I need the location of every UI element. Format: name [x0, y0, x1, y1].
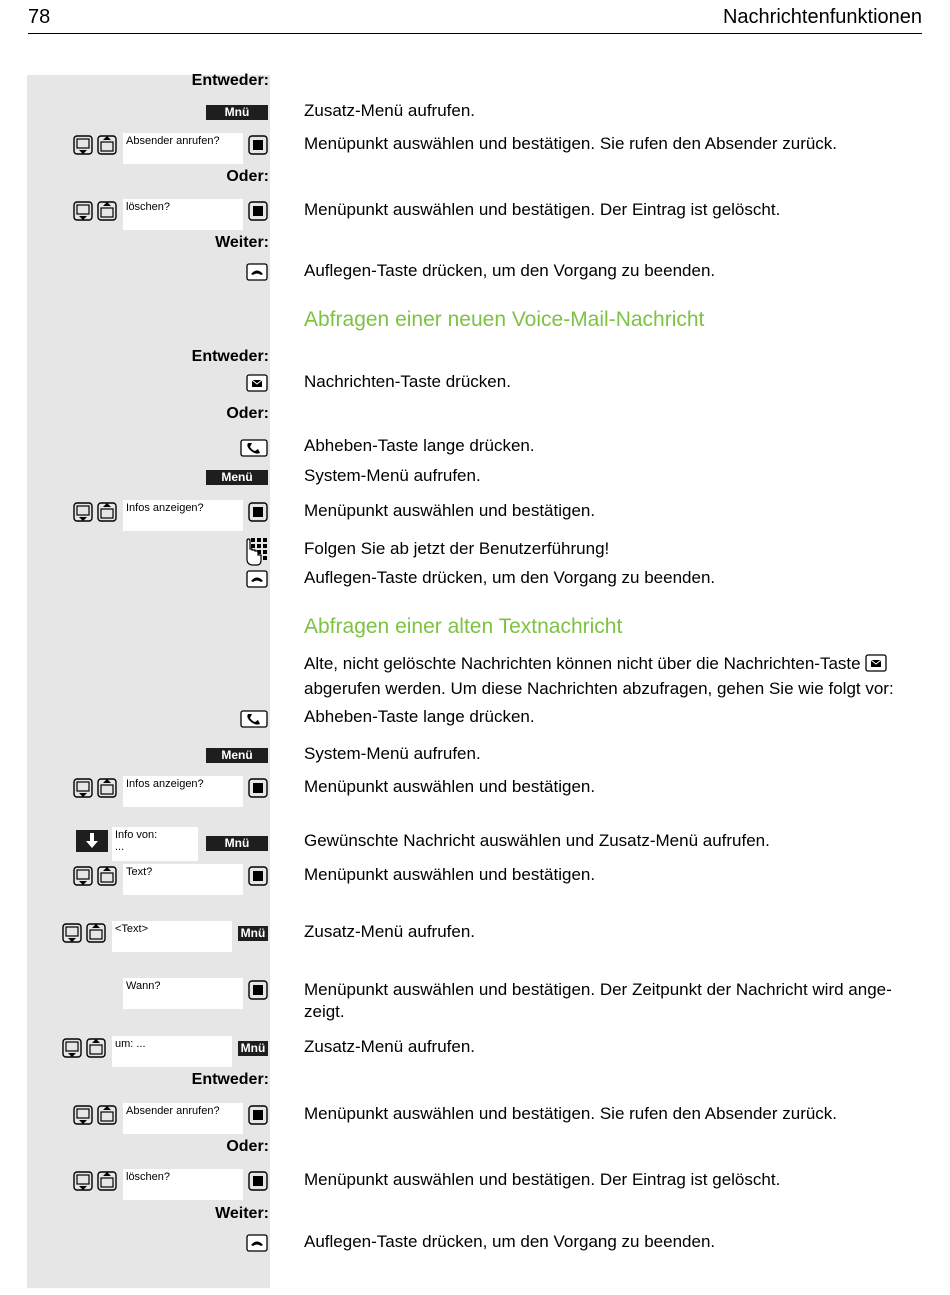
hangup-key-icon[interactable] [246, 1234, 268, 1252]
intro-paragraph [304, 653, 924, 700]
nav-up-icon[interactable] [97, 201, 117, 221]
nav-down-icon[interactable] [73, 1105, 93, 1125]
menu-softkey[interactable]: Menü [206, 748, 268, 763]
mnu-softkey[interactable]: Mnü [238, 1041, 268, 1056]
nav-up-icon[interactable] [97, 1105, 117, 1125]
step-text: Nachrichten-Taste drücken. [304, 372, 511, 391]
nav-up-icon[interactable] [86, 1038, 106, 1058]
message-key-icon[interactable] [246, 374, 268, 392]
display-field: Infos anzeigen? [123, 776, 243, 807]
mnu-softkey[interactable]: Mnü [206, 105, 268, 120]
ok-key-icon[interactable] [248, 778, 268, 798]
step-text: Menüpunkt auswählen und bestätigen. [304, 501, 596, 520]
step-text: Gewünschte Nachricht auswählen und Zusatz-Menü aufrufen. [304, 831, 770, 850]
display-field: um: ... [112, 1036, 232, 1067]
mnu-softkey[interactable]: Mnü [206, 836, 268, 851]
label-entweder: Entweder: [191, 72, 269, 89]
ok-key-icon[interactable] [248, 1105, 268, 1125]
step-text: Auflegen-Taste drücken, um den Vorgang zu beenden. [304, 568, 716, 587]
paragraph-line: Alte, nicht gelöschte Nachrichten können nicht über die Nachrichten-Taste [304, 654, 861, 673]
step-text: Menüpunkt auswählen und bestätigen. Sie rufen den Absender zurück. [304, 1104, 838, 1123]
page-title: Nachrichtenfunktionen [722, 6, 922, 28]
step-text: Menüpunkt auswählen und bestätigen. [304, 865, 596, 884]
display-line: ... [115, 841, 125, 853]
info-display [112, 827, 198, 861]
offhook-key-icon[interactable] [240, 710, 268, 728]
nav-up-icon[interactable] [86, 923, 106, 943]
step-text: Menüpunkt auswählen und bestätigen. [304, 777, 596, 796]
step-text: Menüpunkt auswählen und bestätigen. Sie rufen den Absender zurück. [304, 134, 838, 153]
ok-key-icon[interactable] [248, 502, 268, 522]
step-text: System-Menü aufrufen. [304, 466, 481, 485]
nav-down-icon[interactable] [73, 778, 93, 798]
page-number: 78 [28, 6, 51, 28]
step-text-multiline [304, 979, 924, 1023]
display-field: Infos anzeigen? [123, 500, 243, 531]
display-line: Info von: [115, 829, 158, 841]
section-heading: Abfragen einer alten Textnachricht [304, 615, 623, 638]
hangup-key-icon[interactable] [246, 570, 268, 588]
label-oder: Oder: [226, 168, 269, 185]
step-text: Menüpunkt auswählen und bestätigen. Der Eintrag ist gelöscht. [304, 200, 781, 219]
label-weiter: Weiter: [215, 1205, 269, 1222]
step-text: Folgen Sie ab jetzt der Benutzerführung! [304, 539, 610, 558]
nav-down-icon[interactable] [73, 135, 93, 155]
step-text: Zusatz-Menü aufrufen. [304, 101, 476, 120]
display-field: <Text> [112, 921, 232, 952]
ok-key-icon[interactable] [248, 980, 268, 1000]
nav-up-icon[interactable] [97, 1171, 117, 1191]
nav-down-icon[interactable] [73, 502, 93, 522]
section-heading: Abfragen einer neuen Voice-Mail-Nachricht [304, 308, 705, 331]
step-text: Abheben-Taste lange drücken. [304, 707, 535, 726]
step-text: Zusatz-Menü aufrufen. [304, 922, 476, 941]
step-line: Menüpunkt auswählen und bestätigen. Der Zeitpunkt der Nachricht wird ange- [304, 980, 892, 999]
step-text: Zusatz-Menü aufrufen. [304, 1037, 476, 1056]
ok-key-icon[interactable] [248, 201, 268, 221]
label-oder: Oder: [226, 405, 269, 422]
step-text: Auflegen-Taste drücken, um den Vorgang zu beenden. [304, 261, 716, 280]
mnu-softkey[interactable]: Mnü [238, 926, 268, 941]
step-text: System-Menü aufrufen. [304, 744, 481, 763]
step-text: Auflegen-Taste drücken, um den Vorgang zu beenden. [304, 1232, 716, 1251]
display-field: löschen? [123, 199, 243, 230]
display-field: Wann? [123, 978, 243, 1009]
nav-down-dark-icon[interactable] [76, 830, 108, 852]
step-text: Abheben-Taste lange drücken. [304, 436, 535, 455]
display-field: Absender anrufen? [123, 1103, 243, 1134]
keypad-icon[interactable] [242, 537, 268, 567]
nav-down-icon[interactable] [62, 923, 82, 943]
header-rule [28, 33, 922, 34]
label-entweder: Entweder: [191, 1071, 269, 1088]
label-weiter: Weiter: [215, 234, 269, 251]
ok-key-icon[interactable] [248, 866, 268, 886]
ok-key-icon[interactable] [248, 135, 268, 155]
label-oder: Oder: [226, 1138, 269, 1155]
message-key-icon [865, 654, 887, 678]
paragraph-line: abgerufen werden. Um diese Nachrichten abzufragen, gehen Sie wie folgt vor: [304, 679, 894, 698]
display-field: Text? [123, 864, 243, 895]
nav-down-icon[interactable] [73, 1171, 93, 1191]
nav-up-icon[interactable] [97, 502, 117, 522]
display-field: löschen? [123, 1169, 243, 1200]
nav-down-icon[interactable] [73, 201, 93, 221]
nav-up-icon[interactable] [97, 778, 117, 798]
display-field: Absender anrufen? [123, 133, 243, 164]
nav-up-icon[interactable] [97, 866, 117, 886]
nav-up-icon[interactable] [97, 135, 117, 155]
step-text: Menüpunkt auswählen und bestätigen. Der Eintrag ist gelöscht. [304, 1170, 781, 1189]
offhook-key-icon[interactable] [240, 439, 268, 457]
menu-softkey[interactable]: Menü [206, 470, 268, 485]
nav-down-icon[interactable] [73, 866, 93, 886]
ok-key-icon[interactable] [248, 1171, 268, 1191]
hangup-key-icon[interactable] [246, 263, 268, 281]
step-line: zeigt. [304, 1002, 345, 1021]
label-entweder: Entweder: [191, 348, 269, 365]
nav-down-icon[interactable] [62, 1038, 82, 1058]
